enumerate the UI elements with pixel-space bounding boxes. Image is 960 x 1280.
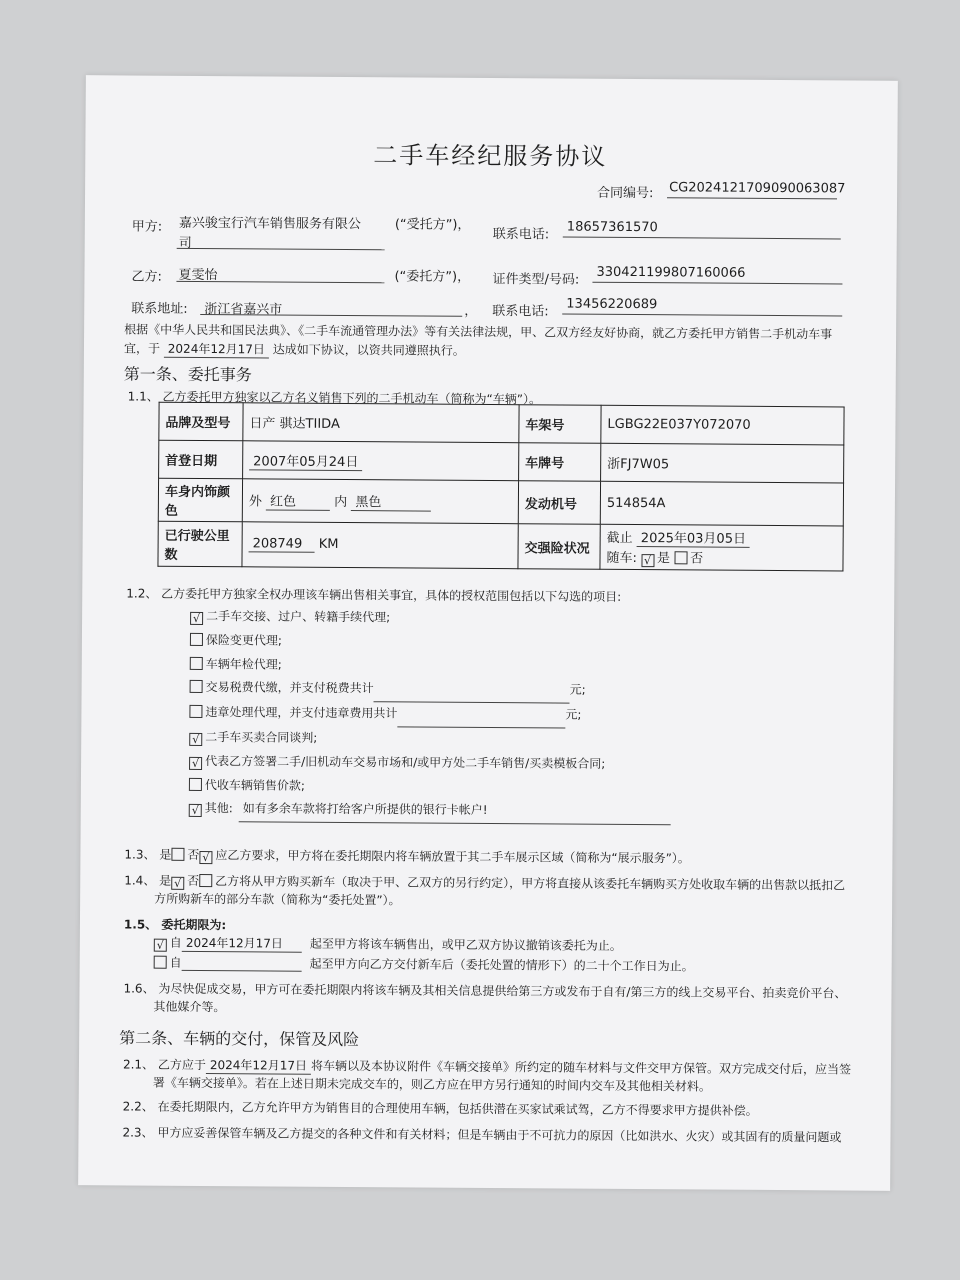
yes-checkbox[interactable]: √: [641, 554, 654, 567]
clause-1-4-no: 否: [187, 873, 200, 888]
clause-1-3-num: 1.3、: [124, 847, 156, 862]
clause-1-3-yes-checkbox[interactable]: [171, 848, 184, 861]
reg-label: 首登日期: [159, 440, 243, 479]
mileage-unit: KM: [318, 536, 339, 552]
term-option-2-text: 起至甲方向乙方交付新车后（委托处置的情形下）的二十个工作日为止。: [309, 956, 694, 974]
insurance-cell: [600, 524, 843, 571]
yes-label: 是: [657, 551, 671, 567]
list-item: [189, 773, 671, 800]
mileage-label: 已行驶公里数: [158, 521, 242, 567]
list-item: [189, 797, 671, 825]
intro-line-2: [124, 339, 465, 359]
list-item: [190, 605, 672, 632]
option-checkbox[interactable]: [190, 633, 203, 646]
inner-color-label: 内: [334, 494, 348, 511]
clause-2-3-num: 2.3、: [122, 1125, 154, 1140]
party-b-id-underline: [592, 282, 842, 285]
party-a-phone-underline: [563, 237, 841, 240]
party-b-role: (“委托方”)，: [394, 269, 471, 285]
authorization-options: [189, 605, 673, 826]
term-option-1-from: 自: [169, 935, 182, 950]
other-note: 如有多余车款将打给客户所提供的银行卡帐户!: [239, 798, 671, 826]
brand-value: 日产 骐达TIIDA: [243, 403, 519, 443]
term-option-1-date: 2024年12月17日: [182, 934, 302, 953]
list-item: [189, 726, 671, 753]
tax-amount-blank: ​: [374, 678, 570, 704]
insurance-until-label: 截止: [606, 530, 633, 547]
option-text: 二手车交接、过户、转籍手续代理;: [206, 609, 391, 625]
clause-2-1-a: 乙方应于: [157, 1057, 206, 1073]
party-a-phone-label: 联系电话:: [492, 227, 550, 243]
insurance-with-car-line: [606, 547, 836, 569]
insurance-label: 交强险状况: [518, 524, 600, 570]
outer-color-label: 外: [248, 494, 262, 510]
clause-2-1-b: 将车辆以及本协议附件《车辆交接单》所约定的随车材料与文件交甲方保管。双方完成交付后，应当签: [310, 1058, 852, 1077]
option-text: 代表乙方签署二手/旧机动车交易市场和/或甲方处二手车销售/买卖模板合同;: [205, 753, 606, 771]
party-a-underline: [177, 248, 385, 250]
clause-1-1-text: 乙方委托甲方独家以乙方名义销售下列的二手机动车（简称为“车辆”）。: [162, 389, 542, 407]
party-b-id-label: 证件类型/号码:: [492, 272, 580, 288]
term-option-1-text: 起至甲方将该车辆售出，或甲乙双方协议撤销该委托为止。: [309, 936, 622, 953]
option-checkbox[interactable]: √: [189, 733, 202, 746]
clause-1-5: [124, 915, 226, 933]
clause-1-3-no: 否: [187, 847, 200, 862]
with-car-label: 随车:: [606, 550, 637, 567]
clause-1-3-text: 应乙方要求，甲方将在委托期限内将车辆放置于其二手车展示区域（简称为“展示服务”）。: [215, 848, 690, 866]
option-checkbox[interactable]: √: [189, 804, 202, 817]
party-a-name-1: 嘉兴骏宝行汽车销售服务有限公: [178, 215, 361, 233]
option-suffix: 元;: [569, 682, 586, 698]
clause-1-4-text-2: 方所购新车的部分车款（简称为“委托处置”）。: [154, 891, 401, 908]
intro-line-1: 根据《中华人民共和国民法典》、《二手车流通管理办法》等有关法律法规，甲、乙双方经友好协商，就乙方委托甲方销售二手机动车事: [124, 322, 833, 342]
reg-cell: [243, 441, 519, 481]
list-item: [189, 750, 671, 777]
list-item: [190, 629, 672, 656]
option-checkbox[interactable]: √: [190, 612, 203, 625]
clause-1-6: [123, 979, 846, 1001]
clause-1-5-num: 1.5、: [123, 917, 158, 932]
option-text: 交易税费代缴，并支付税费共计: [205, 680, 374, 696]
contact-addr-end: ，: [464, 303, 478, 319]
contact-phone-label: 联系电话:: [492, 304, 549, 320]
table-row: [159, 440, 844, 483]
clause-1-6-num: 1.6、: [123, 981, 155, 996]
document-title: 二手车经纪服务协议: [373, 141, 608, 171]
plate-value: 浙FJ7W05: [601, 443, 844, 483]
inner-color: 黑色: [351, 491, 431, 512]
table-row: [159, 402, 844, 445]
clause-2-2-text: 在委托期限内，乙方允许甲方为销售目的合理使用车辆，包括供潜在买家试乘试驾，乙方不得要求甲方提供补偿。: [157, 1099, 758, 1118]
engine-label: 发动机号: [518, 481, 600, 525]
section-1-heading: 第一条、委托事务: [123, 364, 252, 385]
clause-1-4-yes-checkbox[interactable]: √: [171, 877, 184, 890]
clause-2-1-text-2: 署《车辆交接单》。若在上述日期未完成交车的，则乙方应在甲方另行通知的时间内交车及其他相关材料。: [152, 1075, 711, 1094]
contact-phone-underline: [562, 314, 842, 317]
party-b-id-value: 330421199807160066: [596, 264, 746, 281]
violation-amount-blank: ​: [397, 703, 565, 729]
intro-line-2b: 达成如下协议，以资共同遵照执行。: [272, 342, 465, 358]
party-a-name-2: 司: [178, 235, 192, 251]
clause-1-2-text: 乙方委托甲方独家全权办理该车辆出售相关事宜，具体的授权范围包括以下勾选的项目:: [161, 586, 622, 604]
term-option-1-checkbox[interactable]: √: [154, 939, 167, 952]
option-text: 其他:: [204, 801, 233, 816]
table-row: [158, 521, 843, 571]
option-checkbox[interactable]: √: [189, 757, 202, 770]
contact-phone: 13456220689: [566, 296, 658, 313]
clause-1-5-title: 委托期限为:: [161, 917, 227, 933]
option-suffix: 元;: [565, 707, 582, 722]
reg-value: 2007年05月24日: [249, 450, 362, 471]
option-checkbox[interactable]: [189, 777, 202, 790]
intro-line-2a: 宜，于: [123, 341, 161, 356]
brand-label: 品牌及型号: [159, 402, 243, 441]
list-item: [190, 676, 672, 704]
party-a-phone: 18657361570: [566, 219, 658, 236]
clause-1-3: [124, 845, 690, 867]
term-option-2-blank: ​: [182, 956, 302, 972]
option-checkbox[interactable]: [189, 705, 202, 718]
party-a-role: (“受托方”)，: [394, 217, 471, 233]
no-label: 否: [690, 551, 704, 567]
option-text: 二手车买卖合同谈判;: [205, 730, 318, 745]
contract-no-label: 合同编号:: [597, 185, 654, 202]
outer-color: 红色: [266, 490, 330, 510]
contract-page: [78, 75, 898, 1191]
mileage-value: 208749: [249, 536, 315, 552]
contract-no-underline: [667, 197, 837, 199]
contact-addr-label: 联系地址:: [131, 301, 188, 317]
clause-1-3-yes: 是: [159, 847, 172, 862]
list-item: [189, 701, 671, 729]
option-checkbox[interactable]: [190, 657, 203, 670]
clause-1-6-text-2: 其他媒介等。: [153, 999, 226, 1015]
color-label: 车身内饰颜色: [158, 478, 242, 522]
clause-1-2: [126, 584, 621, 604]
clause-1-3-no-checkbox[interactable]: √: [199, 851, 212, 864]
clause-2-1-num: 2.1、: [122, 1057, 155, 1072]
term-option-2-from: 自: [169, 955, 182, 970]
clause-1-1-num: 1.1、: [127, 389, 159, 404]
mileage-cell: [242, 522, 518, 569]
clause-2-3-text: 甲方应妥善保管车辆及乙方提交的各种文件和有关材料；但是车辆由于不可抗力的原因（比如洪水、火灾）或其固有的质量问题或: [157, 1125, 842, 1145]
party-b-name: 夏雯怡: [178, 267, 218, 284]
clause-1-4-yes: 是: [159, 873, 172, 888]
list-item: [190, 653, 672, 680]
term-option-2: [154, 954, 694, 975]
vehicle-info-table: [157, 402, 844, 572]
no-checkbox[interactable]: [674, 551, 687, 564]
clause-2-1-date: 2024年12月17日: [206, 1056, 311, 1075]
contact-addr: 浙江省嘉兴市: [204, 302, 283, 318]
clause-1-6-text: 为尽快促成交易，甲方可在委托期限内将该车辆及其相关信息提供给第三方或发布于自有/第三方的线上交易平台、拍卖竞价平台、: [158, 981, 847, 1001]
insurance-until-line: [607, 527, 837, 549]
party-b-label: 乙方:: [131, 269, 162, 285]
vin-label: 车架号: [519, 405, 601, 444]
engine-value: 514854A: [600, 481, 843, 526]
clause-1-4-text: 乙方将从甲方购买新车（取决于甲、乙双方的另行约定），甲方将直接从该委托车辆购买方处收取车辆的出售款以抵扣乙: [215, 874, 846, 893]
clause-1-2-num: 1.2、: [126, 586, 158, 601]
option-text: 代收车辆销售价款;: [204, 777, 306, 793]
intro-date: 2024年12月17日: [164, 340, 269, 359]
vin-value: LGBG22E037Y072070: [601, 405, 844, 445]
color-cell: [242, 479, 518, 524]
party-a-label: 甲方:: [131, 219, 163, 235]
option-text: 保险变更代理;: [205, 632, 283, 648]
term-option-2-checkbox[interactable]: [154, 956, 167, 969]
contract-no-value: CG2024121709090063087: [669, 180, 846, 197]
option-checkbox[interactable]: [190, 680, 203, 693]
option-text: 车辆年检代理;: [205, 656, 282, 672]
insurance-until-date: 2025年03月05日: [637, 527, 750, 548]
option-text: 违章处理代理，并支付违章费用共计: [205, 705, 398, 721]
clause-1-4-num: 1.4、: [124, 873, 156, 888]
plate-label: 车牌号: [519, 443, 601, 482]
table-row: [158, 478, 843, 526]
clause-2-2-num: 2.2、: [122, 1099, 154, 1114]
section-2-heading: 第二条、车辆的交付，保管及风险: [119, 1028, 360, 1050]
clause-1-4-no-checkbox[interactable]: [199, 874, 212, 887]
clause-2-3: [122, 1123, 841, 1145]
term-option-1: [154, 934, 622, 955]
clause-2-2: [123, 1097, 758, 1118]
